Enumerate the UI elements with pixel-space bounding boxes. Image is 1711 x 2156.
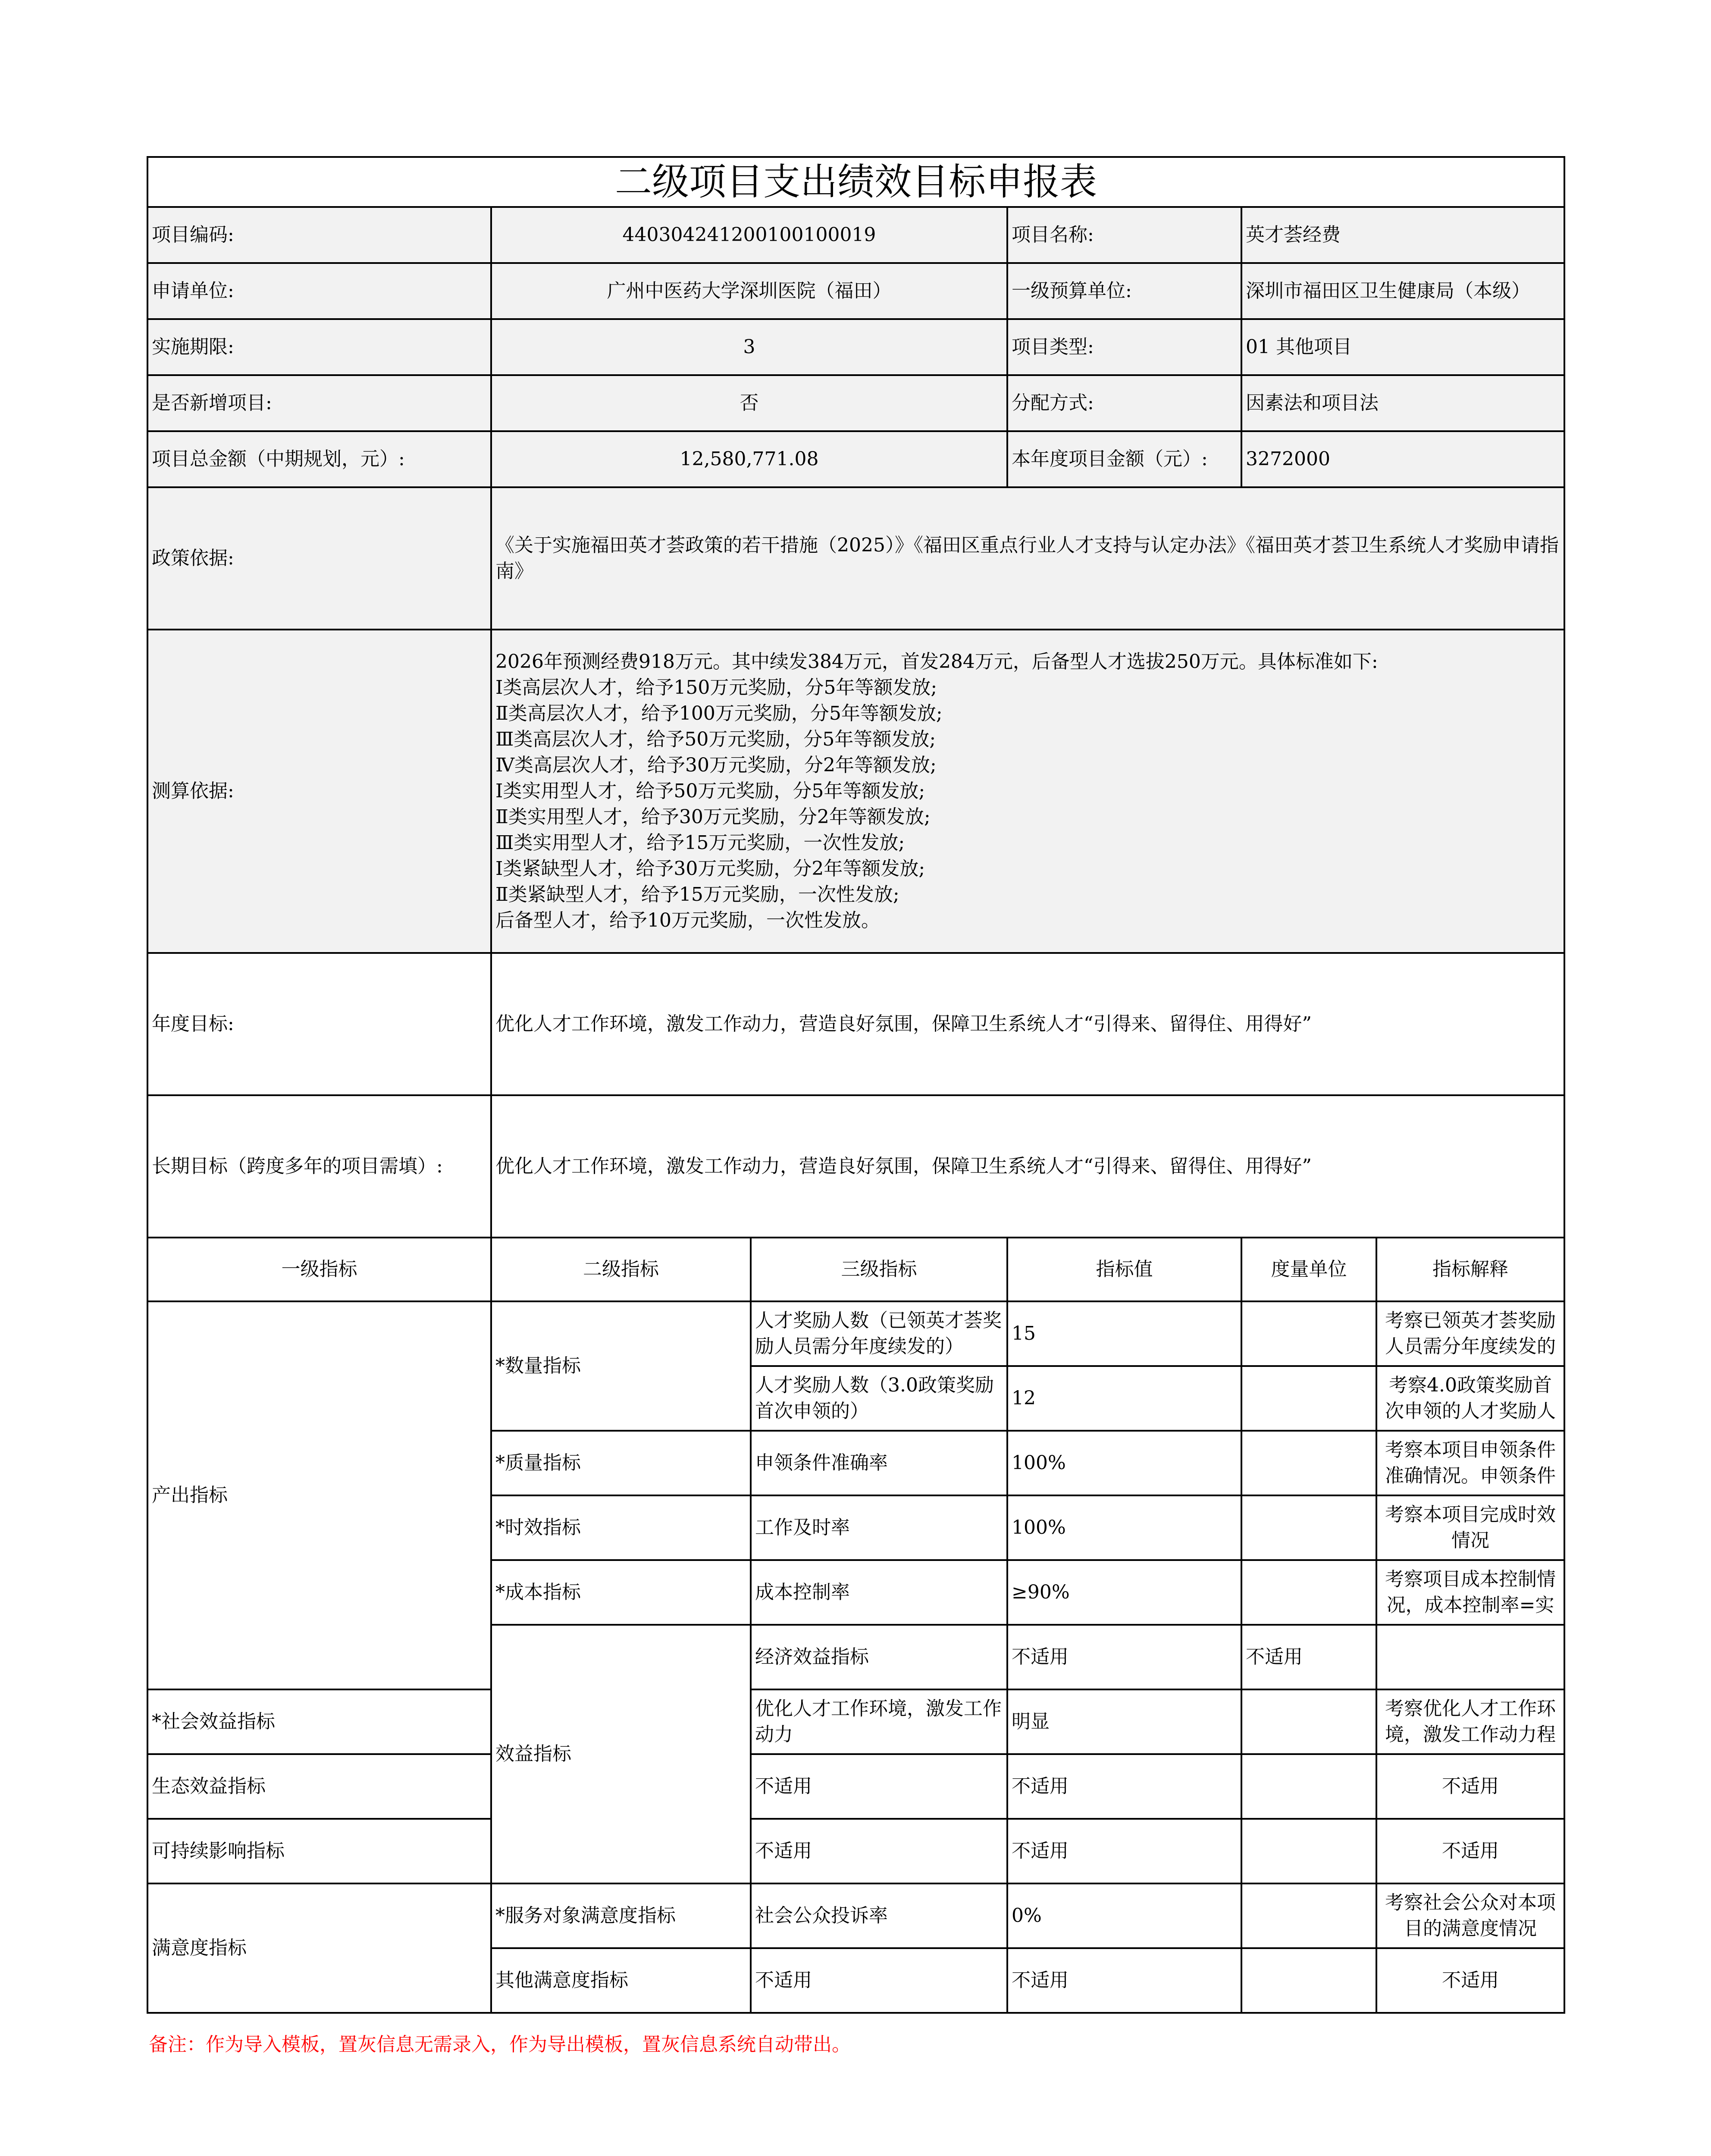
row-explain[interactable]: 考察4.0政策奖励首次申领的人才奖励人 [1385, 1374, 1556, 1422]
row-level2[interactable]: *成本指标 [491, 1560, 751, 1625]
project-name-value[interactable]: 英才荟经费 [1241, 207, 1564, 263]
row-explain[interactable]: 考察优化人才工作环境，激发工作动力程 [1385, 1698, 1556, 1745]
header-level2: 二级指标 [491, 1238, 751, 1301]
row-value[interactable]: 不适用 [1007, 1948, 1241, 2013]
footer-note: 备注：作为导入模板，置灰信息无需录入，作为导出模板，置灰信息系统自动带出。 [149, 2034, 851, 2056]
allocation-label: 分配方式: [1007, 375, 1241, 431]
row-value[interactable]: 明显 [1007, 1689, 1241, 1754]
row-unit[interactable] [1241, 1495, 1376, 1560]
row-unit[interactable] [1241, 1301, 1376, 1366]
row-level3[interactable]: 不适用 [755, 1840, 812, 1862]
policy-basis-value[interactable]: 《关于实施福田英才荟政策的若干措施（2025）》《福田区重点行业人才支持与认定办法》《福田英才荟卫生系统人才奖励申请指南》 [491, 487, 1564, 630]
row-level2[interactable]: *时效指标 [491, 1495, 751, 1560]
row-level2[interactable]: *质量指标 [491, 1431, 751, 1495]
row-value[interactable]: 100% [1007, 1495, 1241, 1560]
row-unit[interactable] [1241, 1883, 1376, 1948]
row-level3[interactable]: 人才奖励人数（3.0政策奖励首次申领的） [755, 1374, 994, 1422]
row-unit[interactable] [1241, 1431, 1376, 1495]
is-new-value[interactable]: 否 [491, 375, 1007, 431]
row-value[interactable]: 15 [1007, 1301, 1241, 1366]
row-unit[interactable] [1376, 1625, 1564, 1689]
project-type-value[interactable]: 01 其他项目 [1241, 319, 1564, 375]
row-explain[interactable]: 考察社会公众对本项目的满意度情况 [1385, 1892, 1556, 1940]
project-code-label: 项目编码: [147, 207, 491, 263]
apply-unit-value[interactable]: 广州中医药大学深圳医院（福田） [491, 263, 1007, 319]
row-value[interactable]: 100% [1007, 1431, 1241, 1495]
row-value[interactable]: 不适用 [1007, 1819, 1241, 1883]
budget-unit-value[interactable]: 深圳市福田区卫生健康局（本级） [1241, 263, 1564, 319]
row-unit[interactable] [1241, 1560, 1376, 1625]
project-type-label: 项目类型: [1007, 319, 1241, 375]
year-amount-label: 本年度项目金额（元）: [1007, 431, 1241, 487]
project-code-value[interactable]: 440304241200100100019 [491, 207, 1007, 263]
group-benefit: 效益指标 [491, 1625, 751, 1883]
row-value[interactable]: 不适用 [1007, 1754, 1241, 1819]
row-level3[interactable]: 优化人才工作环境，激发工作动力 [755, 1698, 1002, 1745]
calc-basis-value[interactable]: 2026年预测经费918万元。其中续发384万元，首发284万元，后备型人才选拔250万元。具体标准如下: Ⅰ类高层次人才，给予150万元奖励，分5年等额发放; Ⅱ类高层次人才，给予100万元奖励，分5年等额发放; Ⅲ类高层次人才，给予50万元奖励，分5年等额发放; Ⅳ类高层次人才，给予30万元奖励，分2年等额发放; Ⅰ类实用型人才，给予50万元奖励，分5年等额发放; Ⅱ类实用型人才，给予30万元奖励，分2年等额发放; Ⅲ类实用型人才，给予15万元奖励，一次性发放; Ⅰ类紧缺型人才，给予30万元奖励，分2年等额发放; Ⅱ类紧缺型人才，给予15万元奖励，一次性发放; 后备型人才，给予10万元奖励，一次性发放。 [491, 630, 1564, 953]
long-term-goal-value[interactable]: 优化人才工作环境，激发工作动力，营造良好氛围，保障卫生系统人才“引得来、留得住、用得好” [491, 1095, 1564, 1238]
apply-unit-label: 申请单位: [147, 263, 491, 319]
row-level2[interactable]: 经济效益指标 [751, 1625, 1007, 1689]
policy-basis-label: 政策依据: [147, 487, 491, 630]
row-level3[interactable]: 工作及时率 [755, 1517, 850, 1539]
row-unit[interactable] [1241, 1689, 1376, 1754]
is-new-label: 是否新增项目: [147, 375, 491, 431]
row-value[interactable]: ≥90% [1007, 1560, 1241, 1625]
header-level3: 三级指标 [751, 1238, 1007, 1301]
row-level3[interactable]: 人才奖励人数（已领英才荟奖励人员需分年度续发的） [755, 1310, 1002, 1357]
year-amount-value[interactable]: 3272000 [1241, 431, 1564, 487]
row-level3[interactable]: 申领条件准确率 [755, 1452, 888, 1474]
budget-unit-label: 一级预算单位: [1007, 263, 1241, 319]
row-level3[interactable]: 不适用 [755, 1969, 812, 1991]
header-unit: 度量单位 [1241, 1238, 1376, 1301]
row-explain[interactable]: 不适用 [1442, 1840, 1499, 1862]
period-label: 实施期限: [147, 319, 491, 375]
row-level2[interactable]: *社会效益指标 [147, 1689, 491, 1754]
row-level3[interactable]: 不适用 [1012, 1646, 1069, 1668]
row-unit[interactable] [1241, 1366, 1376, 1431]
group-satisfaction: 满意度指标 [147, 1883, 491, 2013]
period-value[interactable]: 3 [491, 319, 1007, 375]
row-level2[interactable]: *数量指标 [491, 1301, 751, 1431]
row-level2[interactable]: *服务对象满意度指标 [491, 1883, 751, 1948]
row-level3[interactable]: 不适用 [755, 1775, 812, 1797]
form-title: 二级项目支出绩效目标申报表 [147, 157, 1564, 207]
row-explain[interactable]: 考察本项目申领条件准确情况。申领条件 [1385, 1439, 1556, 1487]
group-output: 产出指标 [147, 1301, 491, 1689]
row-unit[interactable] [1241, 1948, 1376, 2013]
row-value[interactable]: 12 [1007, 1366, 1241, 1431]
row-level3[interactable]: 社会公众投诉率 [755, 1905, 888, 1927]
annual-goal-label: 年度目标: [147, 953, 491, 1095]
total-amount-label: 项目总金额（中期规划，元）: [147, 431, 491, 487]
total-amount-value[interactable]: 12,580,771.08 [491, 431, 1007, 487]
row-explain[interactable]: 不适用 [1442, 1969, 1499, 1991]
row-level2[interactable]: 其他满意度指标 [491, 1948, 751, 2013]
calc-basis-label: 测算依据: [147, 630, 491, 953]
row-explain[interactable]: 考察项目成本控制情况，成本控制率=实 [1385, 1568, 1556, 1616]
annual-goal-value[interactable]: 优化人才工作环境，激发工作动力，营造良好氛围，保障卫生系统人才“引得来、留得住、用得好” [491, 953, 1564, 1095]
header-level1: 一级指标 [147, 1238, 491, 1301]
row-unit[interactable] [1241, 1819, 1376, 1883]
row-level2[interactable]: 生态效益指标 [147, 1754, 491, 1819]
form-sheet [147, 156, 1564, 2014]
long-term-goal-label: 长期目标（跨度多年的项目需填）: [147, 1095, 491, 1238]
row-unit[interactable] [1241, 1754, 1376, 1819]
row-level3[interactable]: 成本控制率 [755, 1581, 850, 1603]
row-explain[interactable]: 不适用 [1442, 1775, 1499, 1797]
row-level2[interactable]: 可持续影响指标 [147, 1819, 491, 1883]
row-value[interactable]: 0% [1007, 1883, 1241, 1948]
header-explain: 指标解释 [1376, 1238, 1564, 1301]
header-value: 指标值 [1007, 1238, 1241, 1301]
row-explain[interactable]: 考察已领英才荟奖励人员需分年度续发的 [1385, 1310, 1556, 1357]
project-name-label: 项目名称: [1007, 207, 1241, 263]
performance-target-table [147, 156, 1565, 2014]
row-value[interactable]: 不适用 [1241, 1625, 1376, 1689]
row-explain[interactable]: 考察本项目完成时效情况 [1385, 1504, 1556, 1551]
allocation-value[interactable]: 因素法和项目法 [1241, 375, 1564, 431]
